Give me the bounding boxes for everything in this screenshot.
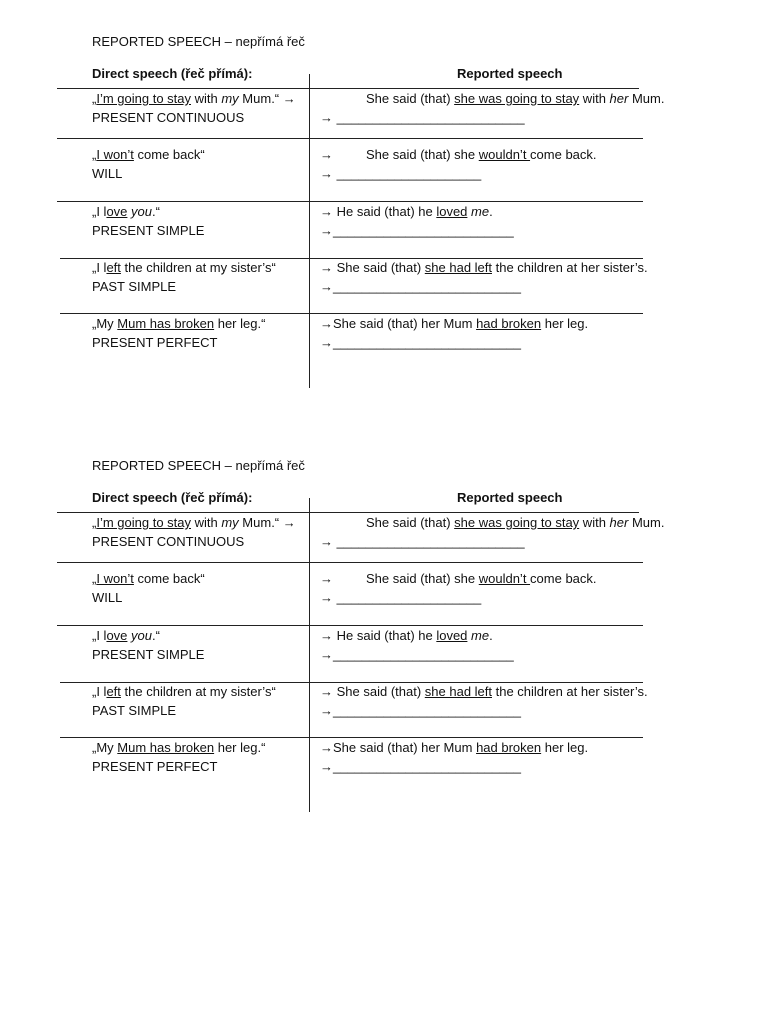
text-segment: the children at my sister’s“ xyxy=(120,260,276,275)
tense-label: PAST SIMPLE xyxy=(92,703,177,718)
reported-sentence xyxy=(320,202,493,221)
text-segment: her leg. xyxy=(541,740,589,755)
reported-sentence xyxy=(320,682,648,701)
reported-speech-header: Reported speech xyxy=(457,66,563,81)
underlined-text: eft xyxy=(106,684,121,699)
text-segment: her leg.“ xyxy=(214,316,266,331)
worksheet-copy-1 xyxy=(0,32,768,392)
text-segment: „ xyxy=(92,515,97,530)
underlined-text: wouldn’t xyxy=(478,147,531,162)
answer-blank[interactable]: →__________________________ xyxy=(320,703,521,718)
text-segment: →She said (that) her Mum xyxy=(320,740,477,755)
underlined-text: ove xyxy=(106,628,128,643)
direct-sentence xyxy=(92,682,276,701)
text-segment: come back“ xyxy=(133,571,205,586)
underlined-text: eft xyxy=(106,260,121,275)
column-divider xyxy=(309,498,310,812)
text-segment: „I l xyxy=(92,204,107,219)
row-divider xyxy=(57,138,643,139)
text-segment: „I l xyxy=(92,260,107,275)
underlined-text: loved xyxy=(436,628,468,643)
underlined-text: she was going to stay xyxy=(454,91,580,106)
answer-blank[interactable]: →_________________________ xyxy=(320,223,514,238)
underlined-text: I’m going to stay xyxy=(96,91,191,106)
text-segment: → She said (that) xyxy=(320,684,425,699)
tense-label: PRESENT CONTINUOUS xyxy=(92,534,245,549)
italic-text: my xyxy=(221,91,239,106)
row-divider xyxy=(57,562,643,563)
column-divider xyxy=(309,74,310,388)
text-segment: „My xyxy=(92,316,118,331)
underlined-text: loved xyxy=(436,204,468,219)
underlined-text: Mum has broken xyxy=(117,740,215,755)
underlined-text: had broken xyxy=(476,740,542,755)
answer-blank[interactable]: →__________________________ xyxy=(320,759,521,774)
worksheet-title: REPORTED SPEECH – nepřímá řeč xyxy=(92,34,305,49)
text-segment: . xyxy=(489,204,493,219)
text-segment: „ xyxy=(92,147,97,162)
worksheet-title: REPORTED SPEECH – nepřímá řeč xyxy=(92,458,305,473)
arrow-icon: → xyxy=(320,571,333,586)
text-segment: . xyxy=(489,628,493,643)
text-segment: with xyxy=(191,515,222,530)
underlined-text: she had left xyxy=(424,260,492,275)
reported-sentence xyxy=(320,89,664,108)
text-segment: „ xyxy=(92,571,97,586)
italic-text: her xyxy=(609,515,629,530)
text-segment: the children at my sister’s“ xyxy=(120,684,276,699)
text-segment: her leg.“ xyxy=(214,740,266,755)
text-segment: → He said (that) he xyxy=(320,204,437,219)
text-segment: She said (that) xyxy=(366,515,455,530)
reported-sentence xyxy=(320,513,664,532)
direct-sentence xyxy=(92,89,296,108)
direct-sentence xyxy=(92,738,265,757)
tense-label: PRESENT CONTINUOUS xyxy=(92,110,245,125)
text-segment: with xyxy=(191,91,222,106)
text-segment: .“ xyxy=(152,628,160,643)
reported-sentence xyxy=(320,738,588,757)
text-segment: the children at her sister’s. xyxy=(492,260,648,275)
tense-label: PRESENT PERFECT xyxy=(92,759,218,774)
direct-sentence xyxy=(92,513,296,532)
underlined-text: I’m going to stay xyxy=(96,515,191,530)
underlined-text: Mum has broken xyxy=(117,316,215,331)
reported-sentence xyxy=(320,569,597,588)
direct-speech-header: Direct speech (řeč přímá): xyxy=(92,490,253,505)
direct-sentence xyxy=(92,569,205,588)
text-segment: She said (that) she xyxy=(366,147,479,162)
text-segment: She said (that) she xyxy=(366,571,479,586)
text-segment: „I l xyxy=(92,684,107,699)
reported-speech-header: Reported speech xyxy=(457,490,563,505)
reported-sentence xyxy=(320,314,588,333)
italic-text: me xyxy=(471,628,490,643)
tense-label: PAST SIMPLE xyxy=(92,279,177,294)
reported-sentence xyxy=(320,626,493,645)
answer-blank[interactable]: → ____________________ xyxy=(320,590,482,605)
text-segment: come back. xyxy=(530,147,597,162)
text-segment: → He said (that) he xyxy=(320,628,437,643)
underlined-text: wouldn’t xyxy=(478,571,531,586)
text-segment: Mum.“ → xyxy=(238,515,296,530)
text-segment: →She said (that) her Mum xyxy=(320,316,477,331)
tense-label: WILL xyxy=(92,590,123,605)
answer-blank[interactable]: → __________________________ xyxy=(320,110,525,125)
tense-label: WILL xyxy=(92,166,123,181)
underlined-text: had broken xyxy=(476,316,542,331)
direct-sentence xyxy=(92,626,160,645)
answer-blank[interactable]: →__________________________ xyxy=(320,279,521,294)
text-segment: Mum. xyxy=(628,515,665,530)
direct-sentence xyxy=(92,314,265,333)
answer-blank[interactable]: →_________________________ xyxy=(320,647,514,662)
text-segment: come back. xyxy=(530,571,597,586)
tense-label: PRESENT SIMPLE xyxy=(92,223,205,238)
text-segment: with xyxy=(579,91,610,106)
italic-text: you xyxy=(131,204,153,219)
italic-text: you xyxy=(131,628,153,643)
underlined-text: she had left xyxy=(424,684,492,699)
answer-blank[interactable]: → __________________________ xyxy=(320,534,525,549)
text-segment: She said (that) xyxy=(366,91,455,106)
arrow-icon: → xyxy=(320,147,333,162)
italic-text: her xyxy=(609,91,629,106)
tense-label: PRESENT SIMPLE xyxy=(92,647,205,662)
text-segment: „I l xyxy=(92,628,107,643)
text-segment: Mum.“ → xyxy=(238,91,296,106)
direct-sentence xyxy=(92,258,276,277)
underlined-text: I won’t xyxy=(96,571,134,586)
direct-sentence xyxy=(92,202,160,221)
answer-blank[interactable]: →__________________________ xyxy=(320,335,521,350)
italic-text: my xyxy=(221,515,239,530)
text-segment: come back“ xyxy=(133,147,205,162)
text-segment: with xyxy=(579,515,610,530)
underlined-text: she was going to stay xyxy=(454,515,580,530)
reported-sentence xyxy=(320,145,597,164)
text-segment: her leg. xyxy=(541,316,589,331)
text-segment: Mum. xyxy=(628,91,665,106)
text-segment: „ xyxy=(92,91,97,106)
worksheet-copy-2 xyxy=(0,456,768,816)
direct-sentence xyxy=(92,145,205,164)
reported-sentence xyxy=(320,258,648,277)
underlined-text: ove xyxy=(106,204,128,219)
text-segment: → She said (that) xyxy=(320,260,425,275)
answer-blank[interactable]: → ____________________ xyxy=(320,166,482,181)
text-segment: .“ xyxy=(152,204,160,219)
text-segment: the children at her sister’s. xyxy=(492,684,648,699)
text-segment: „My xyxy=(92,740,118,755)
direct-speech-header: Direct speech (řeč přímá): xyxy=(92,66,253,81)
tense-label: PRESENT PERFECT xyxy=(92,335,218,350)
underlined-text: I won’t xyxy=(96,147,134,162)
italic-text: me xyxy=(471,204,490,219)
